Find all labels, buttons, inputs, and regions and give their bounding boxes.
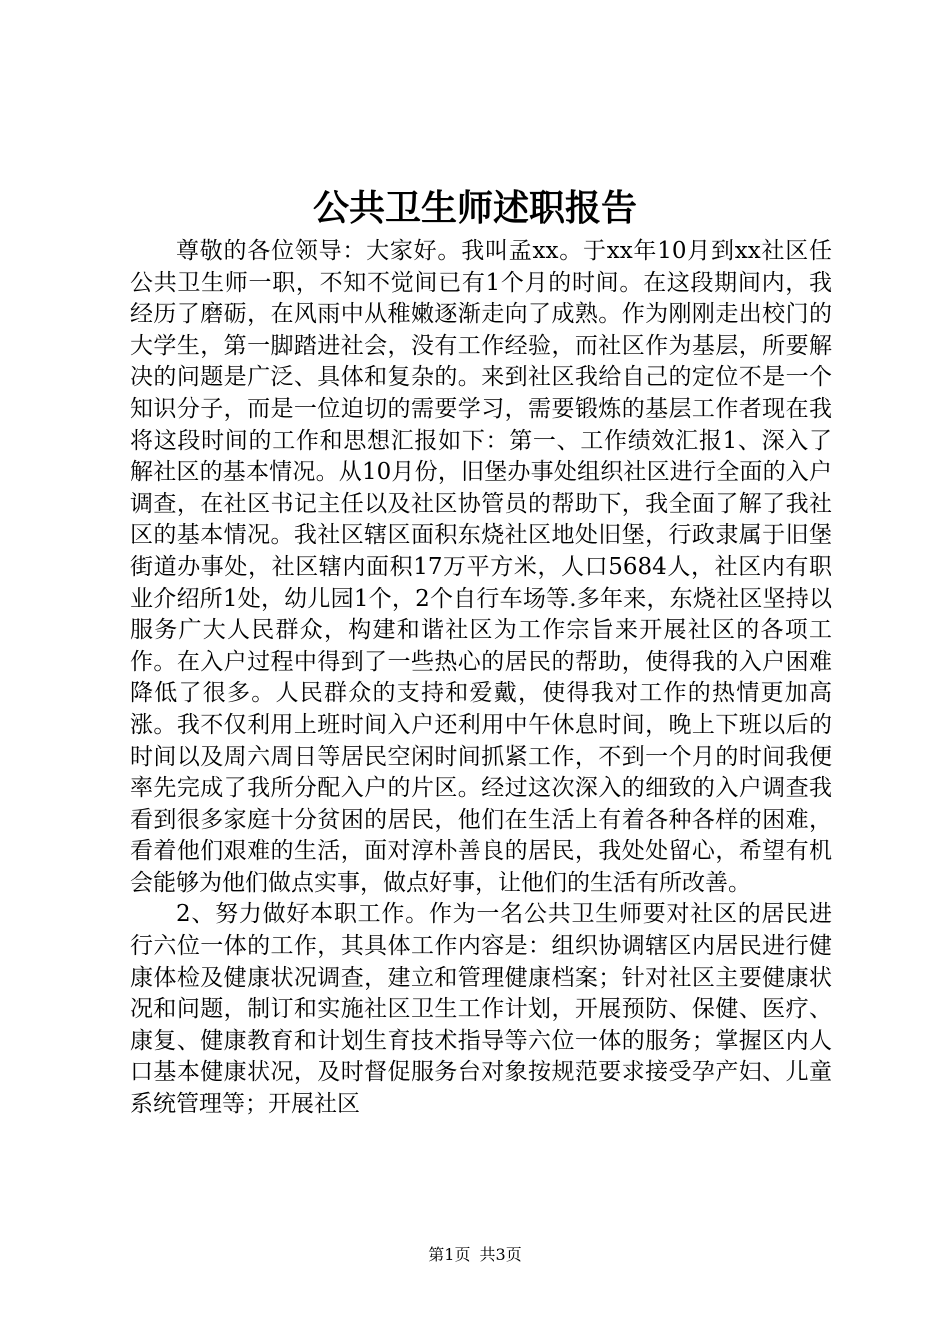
page-footer	[0, 1244, 950, 1266]
document-title: 公共卫生师述职报告	[312, 187, 637, 229]
document-body	[130, 236, 832, 1121]
paragraph: 2、努力做好本职工作。作为一名公共卫生师要对社区的居民进行六位一体的工作，其具体工作内容是：组织协调辖区内居民进行健康体检及健康状况调查，建立和管理健康档案；针对社区主要健康状况和问题，制订和实施社区卫生工作计划，开展预防、保健、医疗、康复、健康教育和计划生育技术指导等六位一体的服务；掌握区内人口基本健康状况，及时督促服务台对象按规范要求接受孕产妇、儿童系统管理等；开展社区	[130, 901, 832, 1118]
paragraph: 尊敬的各位领导：大家好。我叫孟xx。于xx年10月到xx社区任公共卫生师一职，不知不觉间已有1个月的时间。在这段期间内，我经历了磨砺，在风雨中从稚嫩逐渐走向了成熟。作为刚刚走出校门的大学生，第一脚踏进社会，没有工作经验，而社区作为基层，所要解决的问题是广泛、具体和复杂的。来到社区我给自己的定位不是一个知识分子，而是一位迫切的需要学习，需要锻炼的基层工作者现在我将这段时间的工作和思想汇报如下：第一、工作绩效汇报1、深入了解社区的基本情况。从10月份，旧堡办事处组织社区进行全面的入户调查，在社区书记主任以及社区协管员的帮助下，我全面了解了我社区的基本情况。我社区辖区面积东烧社区地处旧堡，行政隶属于旧堡街道办事处，社区辖内面积17万平方米，人口5684人，社区内有职业介绍所1处，幼儿园1个，2个自行车场等.多年来，东烧社区坚持以服务广大人民群众，构建和谐社区为工作宗旨来开展社区的各项工作。在入户过程中得到了一些热心的居民的帮助，使得我的入户困难降低了很多。人民群众的支持和爱戴，使得我对工作的热情更加高涨。我不仅利用上班时间入户还利用中午休息时间，晚上下班以后的时间以及周六周日等居民空闲时间抓紧工作，不到一个月的时间我便率先完成了我所分配入户的片区。经过这次深入的细致的入户调查我看到很多家庭十分贫困的居民，他们在生活上有着各种各样的困难，看着他们艰难的生活，面对淳朴善良的居民，我处处留心，希望有机会能够为他们做点实事，做点好事，让他们的生活有所改善。	[130, 238, 832, 896]
page-number: 第1页	[428, 1245, 471, 1264]
page-total: 共3页	[479, 1245, 522, 1264]
